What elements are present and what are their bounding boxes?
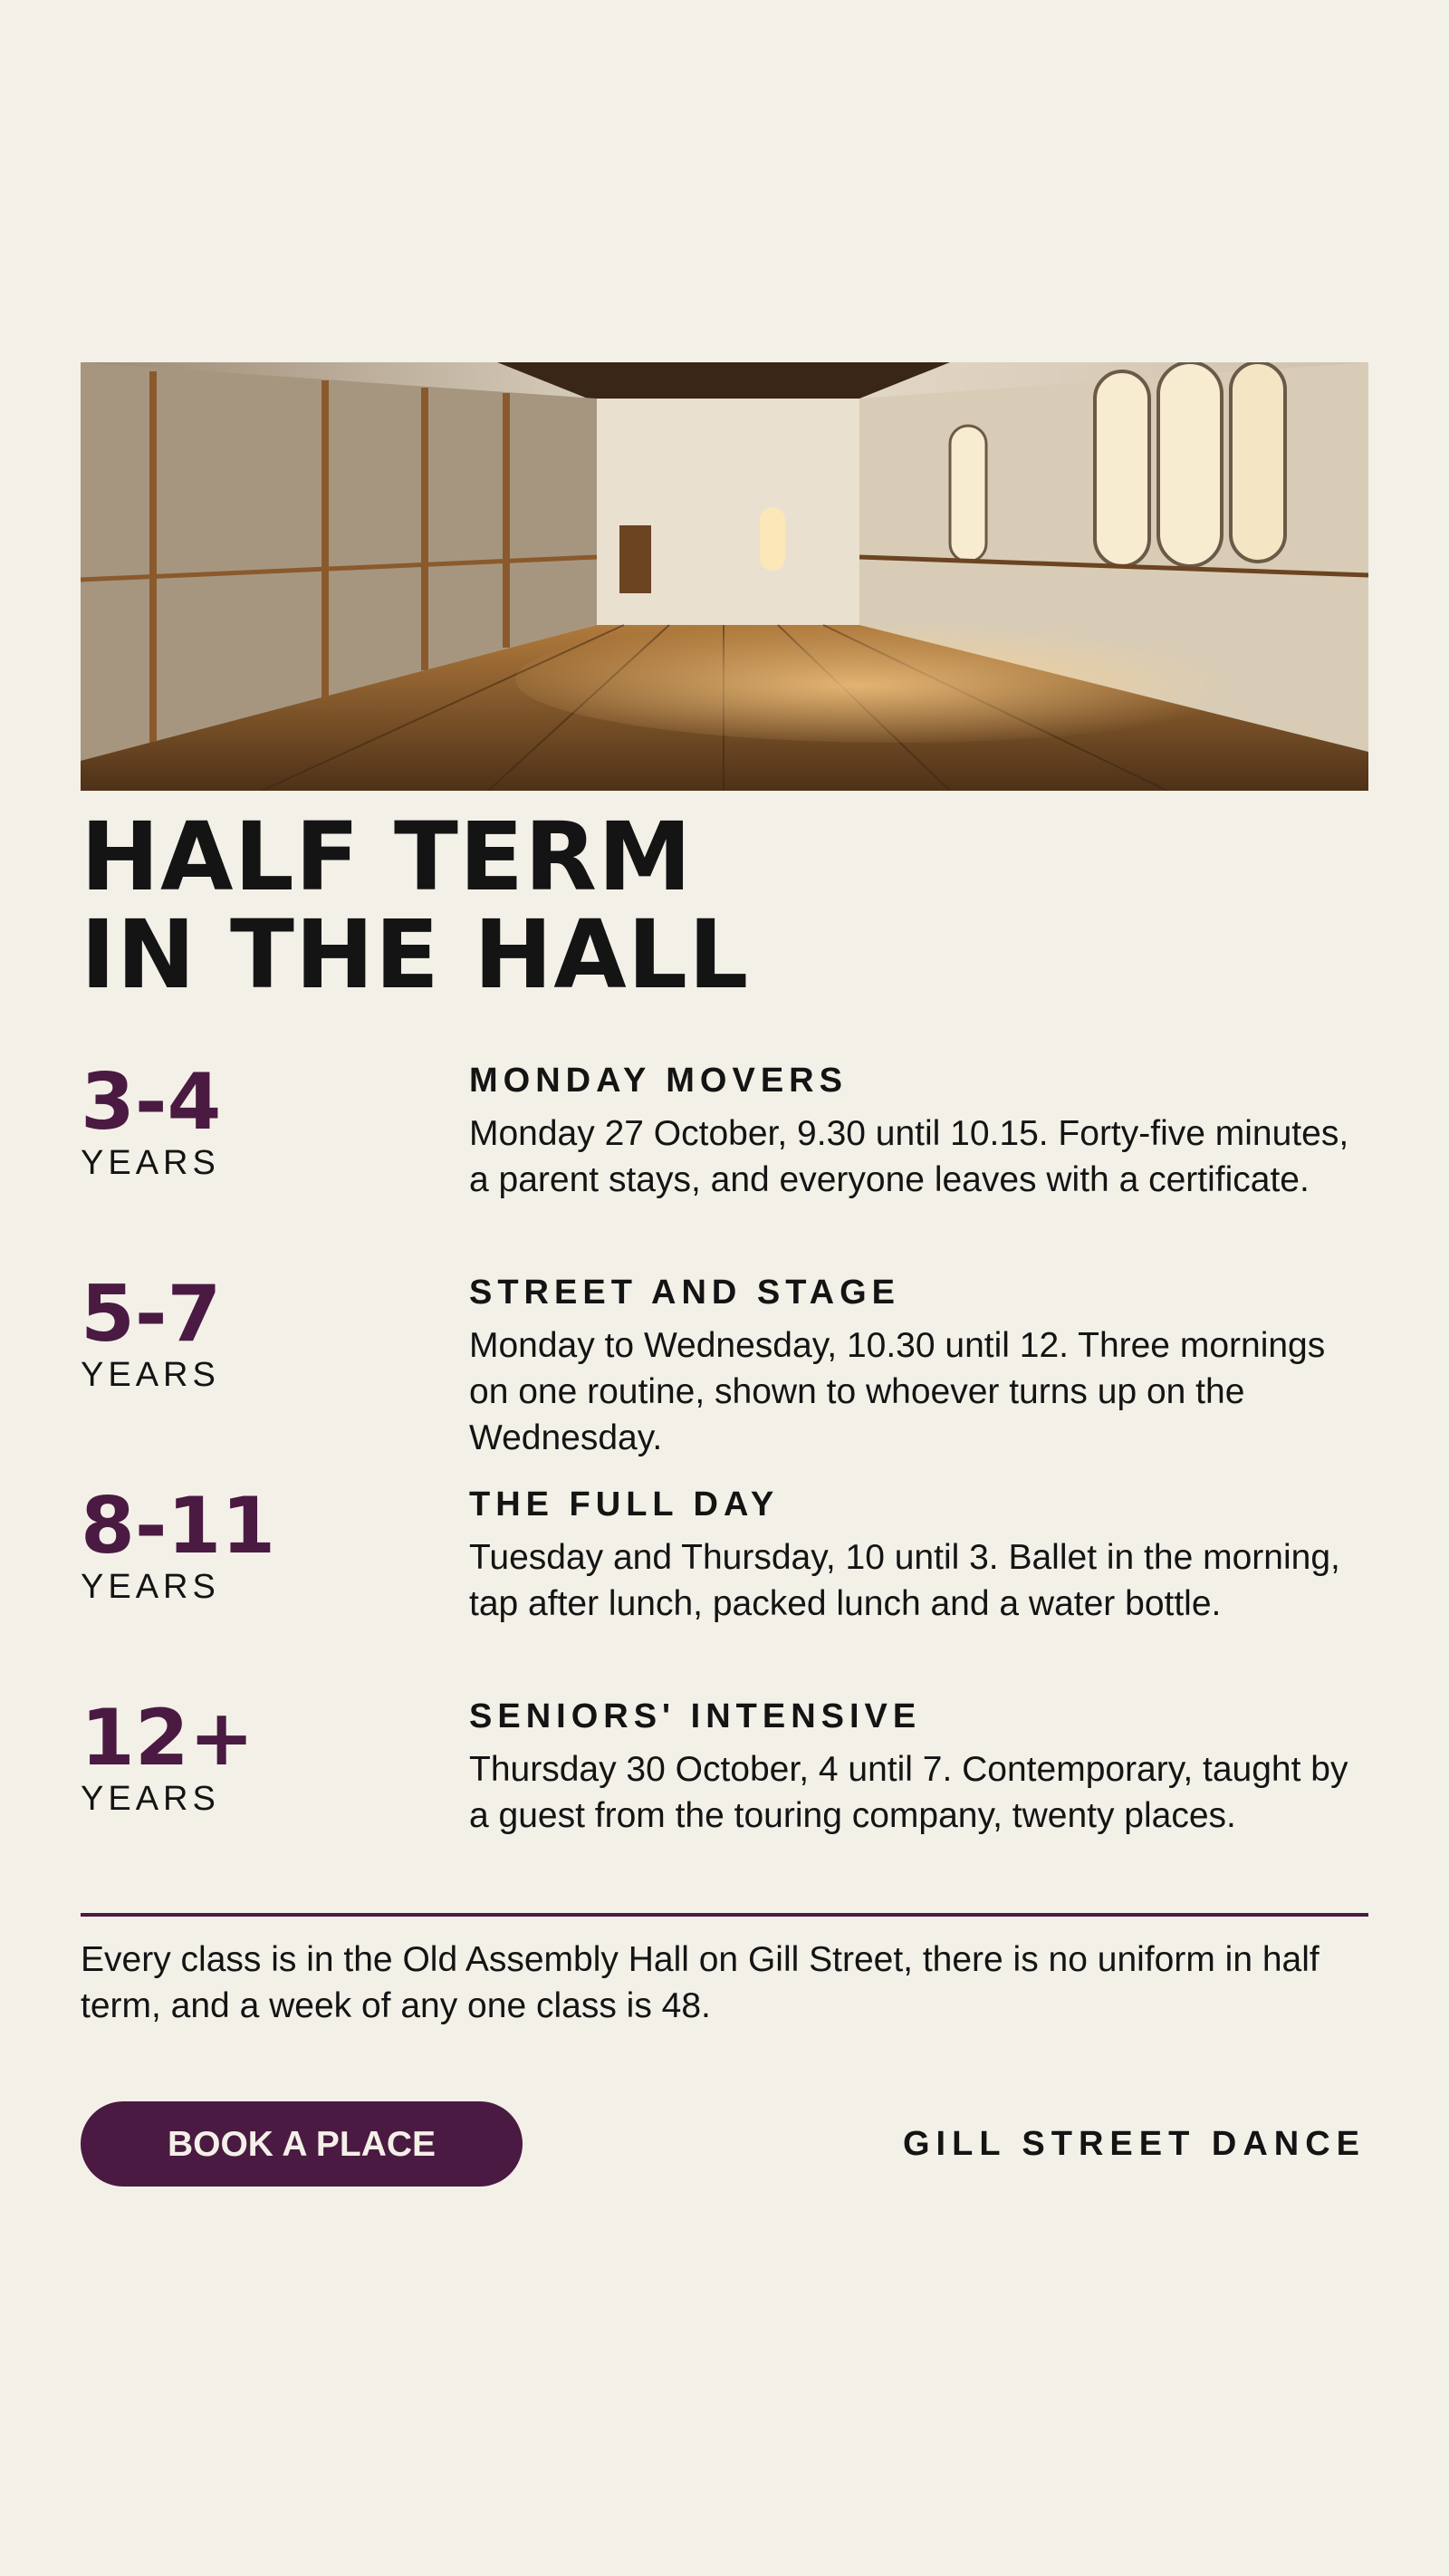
class-name: MONDAY MOVERS (469, 1062, 848, 1100)
footnote: Every class is in the Old Assembly Hall on Gill Street, there is no uniform in half term, and a week of any one class is 48. (81, 1940, 1319, 2025)
class-name: SENIORS' INTENSIVE (469, 1697, 922, 1735)
class-info (469, 1484, 1368, 1696)
class-item (81, 1269, 1368, 1484)
age-unit: YEARS (81, 1568, 220, 1606)
book-a-place-button[interactable]: BOOK A PLACE (81, 2101, 523, 2187)
class-info (469, 1060, 1368, 1272)
dance-hall-photo (81, 362, 1368, 791)
divider (81, 1913, 1368, 1917)
age-range: 3-4 (81, 1057, 222, 1148)
age-unit: YEARS (81, 1144, 220, 1182)
class-name: THE FULL DAY (469, 1485, 780, 1523)
age-unit: YEARS (81, 1356, 220, 1394)
page-title: HALF TERM IN THE HALL (81, 802, 750, 1010)
age-range: 12+ (81, 1693, 254, 1783)
age-range: 5-7 (81, 1269, 222, 1360)
age-group (81, 1481, 469, 1696)
age-group (81, 1693, 469, 1908)
age-range: 8-11 (81, 1481, 276, 1572)
class-item (81, 1693, 1368, 1908)
class-description: Monday to Wednesday, 10.30 until 12. Three mornings on one routine, shown to whoever turns up on the Wednesday. (469, 1326, 1326, 1457)
class-description: Monday 27 October, 9.30 until 10.15. Forty-five minutes, a parent stays, and everyone leaves with a certificate. (469, 1114, 1349, 1199)
class-item (81, 1481, 1368, 1696)
age-group (81, 1269, 469, 1484)
age-unit: YEARS (81, 1780, 220, 1818)
class-info (469, 1272, 1368, 1484)
age-group (81, 1057, 469, 1272)
class-item (81, 1057, 1368, 1272)
class-info (469, 1696, 1368, 1908)
class-name: STREET AND STAGE (469, 1274, 901, 1312)
class-description: Tuesday and Thursday, 10 until 3. Ballet in the morning, tap after lunch, packed lunch and a water bottle. (469, 1538, 1340, 1623)
class-description: Thursday 30 October, 4 until 7. Contemporary, taught by a guest from the touring company, twenty places. (469, 1750, 1348, 1835)
brand-name: GILL STREET DANCE (903, 2125, 1366, 2163)
class-list (81, 1057, 1368, 1908)
